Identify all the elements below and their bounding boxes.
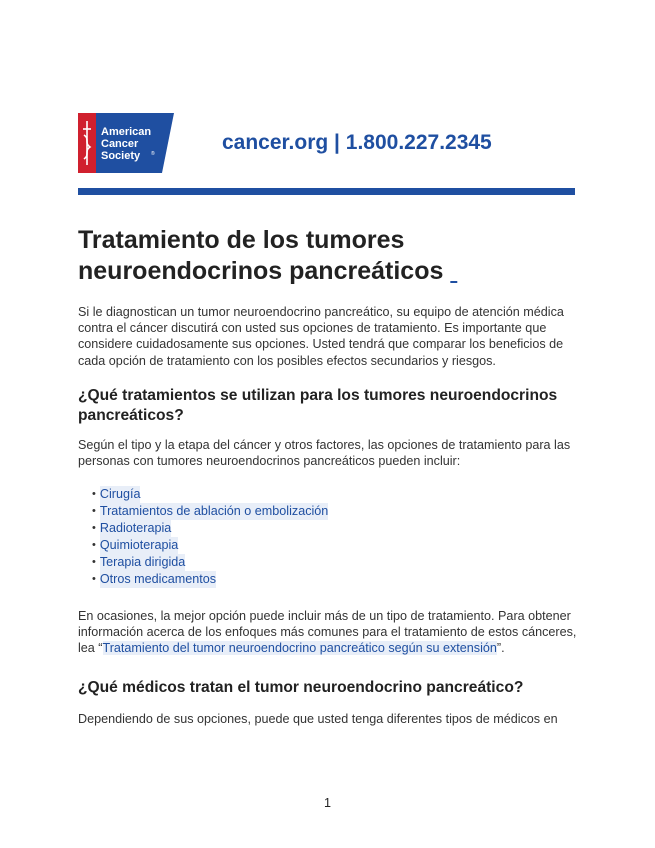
logo-line-1: American bbox=[101, 126, 152, 138]
link-terapia-dirigida[interactable]: Terapia dirigida bbox=[99, 555, 186, 569]
list-item bbox=[92, 571, 328, 588]
link-ablacion-embolizacion[interactable]: Tratamientos de ablación o embolización bbox=[99, 504, 329, 518]
bullet-icon: • bbox=[92, 573, 96, 585]
page-title bbox=[78, 225, 578, 287]
logo-line-2: Cancer bbox=[101, 138, 139, 150]
intro-paragraph: Si le diagnostican un tumor neuroendocrino pancreático, su equipo de atención médica contra el cáncer discutirá con usted sus opciones de tratamiento. Es importante que considere cuidadosamente sus opciones. Usted tendrá que comparar los beneficios de cada opción de tratamiento con los posibles efectos secundarios y riesgos. bbox=[78, 305, 564, 368]
american-cancer-society-logo bbox=[78, 113, 174, 173]
link-otros-medicamentos[interactable]: Otros medicamentos bbox=[99, 572, 217, 586]
link-cirugia[interactable]: Cirugía bbox=[99, 487, 141, 501]
bullet-icon: • bbox=[92, 522, 96, 534]
treatment-options-list bbox=[92, 486, 328, 588]
bullet-icon: • bbox=[92, 488, 96, 500]
closing-text-after: ”. bbox=[496, 641, 505, 656]
title-link-mark bbox=[450, 257, 457, 285]
page-number: 1 bbox=[323, 796, 331, 810]
header-divider bbox=[78, 188, 575, 195]
list-item bbox=[92, 503, 328, 520]
list-item bbox=[92, 554, 328, 571]
link-tratamiento-segun-extension[interactable]: Tratamiento del tumor neuroendocrino pancreático según su extensión bbox=[102, 641, 497, 656]
section-heading-treatments: ¿Qué tratamientos se utilizan para los tumores neuroendocrinos pancreáticos? bbox=[78, 387, 558, 424]
bullet-icon: • bbox=[92, 556, 96, 568]
doctors-lead-paragraph: Dependiendo de sus opciones, puede que usted tenga diferentes tipos de médicos en bbox=[78, 712, 558, 726]
list-item bbox=[92, 486, 328, 503]
closing-paragraph bbox=[78, 608, 578, 657]
page-title-text: Tratamiento de los tumores neuroendocrinos pancreáticos bbox=[78, 226, 444, 285]
list-item bbox=[92, 537, 328, 554]
contact-line[interactable]: cancer.org | 1.800.227.2345 bbox=[222, 131, 492, 154]
link-quimioterapia[interactable]: Quimioterapia bbox=[99, 538, 179, 552]
logo-line-3: Society bbox=[101, 150, 141, 162]
list-item bbox=[92, 520, 328, 537]
bullet-icon: • bbox=[92, 505, 96, 517]
bullet-icon: • bbox=[92, 539, 96, 551]
registered-mark: ® bbox=[151, 151, 155, 157]
link-radioterapia[interactable]: Radioterapia bbox=[99, 521, 172, 535]
treatments-lead-paragraph: Según el tipo y la etapa del cáncer y otros factores, las opciones de tratamiento para las personas con tumores neuroendocrinos pancreáticos pueden incluir: bbox=[78, 438, 571, 469]
closing-text-before: En ocasiones, la mejor opción puede incluir más de un tipo de tratamiento. Para obtener información acerca de los enfoques más comunes para el tratamiento de estos cánceres, lea “ bbox=[78, 609, 577, 656]
section-heading-doctors: ¿Qué médicos tratan el tumor neuroendocrino pancreático? bbox=[78, 679, 524, 696]
